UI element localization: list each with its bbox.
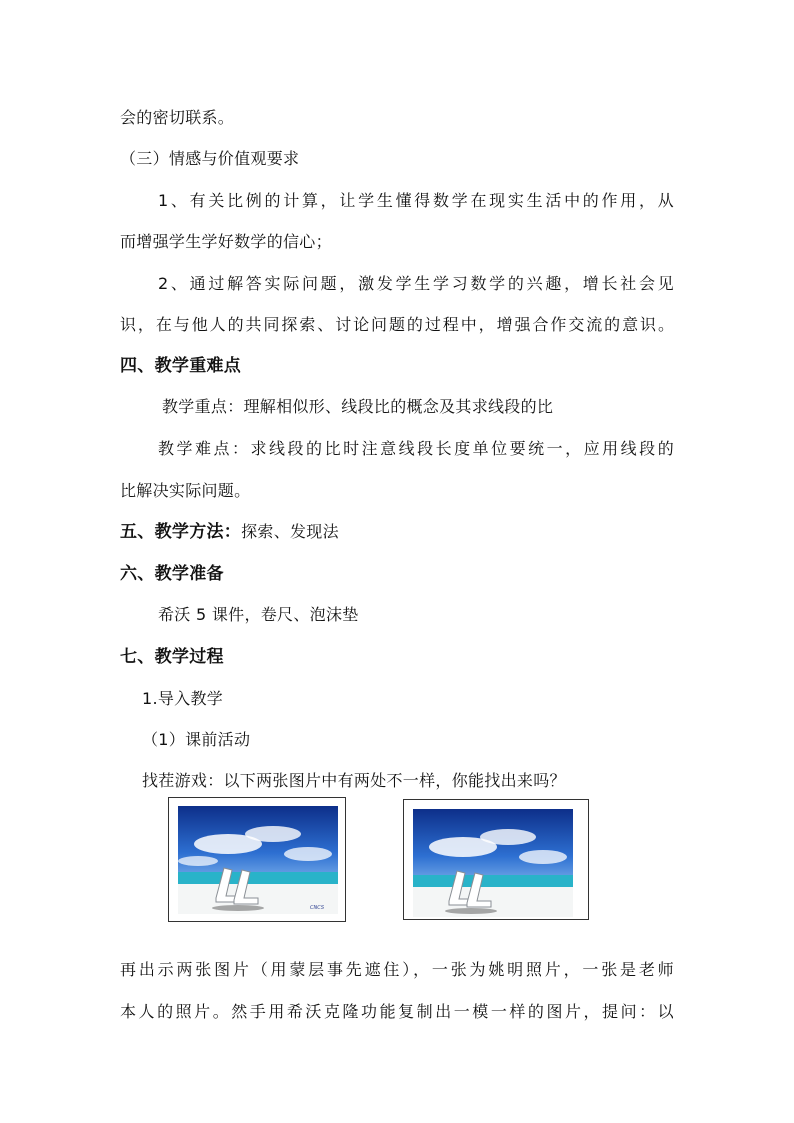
text-line-7: 教学重点：理解相似形、线段比的概念及其求线段的比 xyxy=(162,397,554,416)
text-line-6: 识，在与他人的共同探索、讨论问题的过程中，增强合作交流的意识。 xyxy=(120,315,674,334)
section-heading-5-value: 探索、发现法 xyxy=(241,522,339,541)
section-heading-4: 四、教学重难点 xyxy=(120,356,242,376)
text-line-9: 比解决实际问题。 xyxy=(120,481,251,500)
section-heading-7: 七、教学过程 xyxy=(120,647,224,667)
text-line-10: 希沃 5 课件，卷尺、泡沫垫 xyxy=(158,605,359,624)
subheading-emotion-values: （三）情感与价值观要求 xyxy=(120,149,300,168)
section-heading-5 xyxy=(120,522,339,542)
text-line-15: 本人的照片。然手用希沃克隆功能复制出一模一样的图片，提问：以 xyxy=(120,1002,674,1021)
beach-photo-right-frame xyxy=(403,799,589,920)
text-line-12: （1）课前活动 xyxy=(142,730,251,749)
text-line-4: 而增强学生学好数学的信心； xyxy=(120,232,332,251)
beach-photo-right xyxy=(413,809,573,917)
text-line-11: 1.导入教学 xyxy=(142,689,224,708)
beach-photo-left-frame xyxy=(168,797,346,922)
photo-watermark: CNCS xyxy=(310,905,324,911)
beach-photo-left xyxy=(178,806,338,914)
text-line-8: 教学难点：求线段的比时注意线段长度单位要统一，应用线段的 xyxy=(158,439,674,458)
text-line-14: 再出示两张图片（用蒙层事先遮住），一张为姚明照片，一张是老师 xyxy=(120,960,674,979)
section-heading-6: 六、教学准备 xyxy=(120,564,224,584)
text-line-5: 2、通过解答实际问题，激发学生学习数学的兴趣，增长社会见 xyxy=(158,274,674,293)
section-heading-5-label: 五、教学方法： xyxy=(120,522,242,542)
text-line-1: 会的密切联系。 xyxy=(120,108,235,127)
text-line-13: 找茬游戏：以下两张图片中有两处不一样，你能找出来吗？ xyxy=(142,771,566,790)
text-line-3: 1、有关比例的计算，让学生懂得数学在现实生活中的作用，从 xyxy=(158,191,674,210)
